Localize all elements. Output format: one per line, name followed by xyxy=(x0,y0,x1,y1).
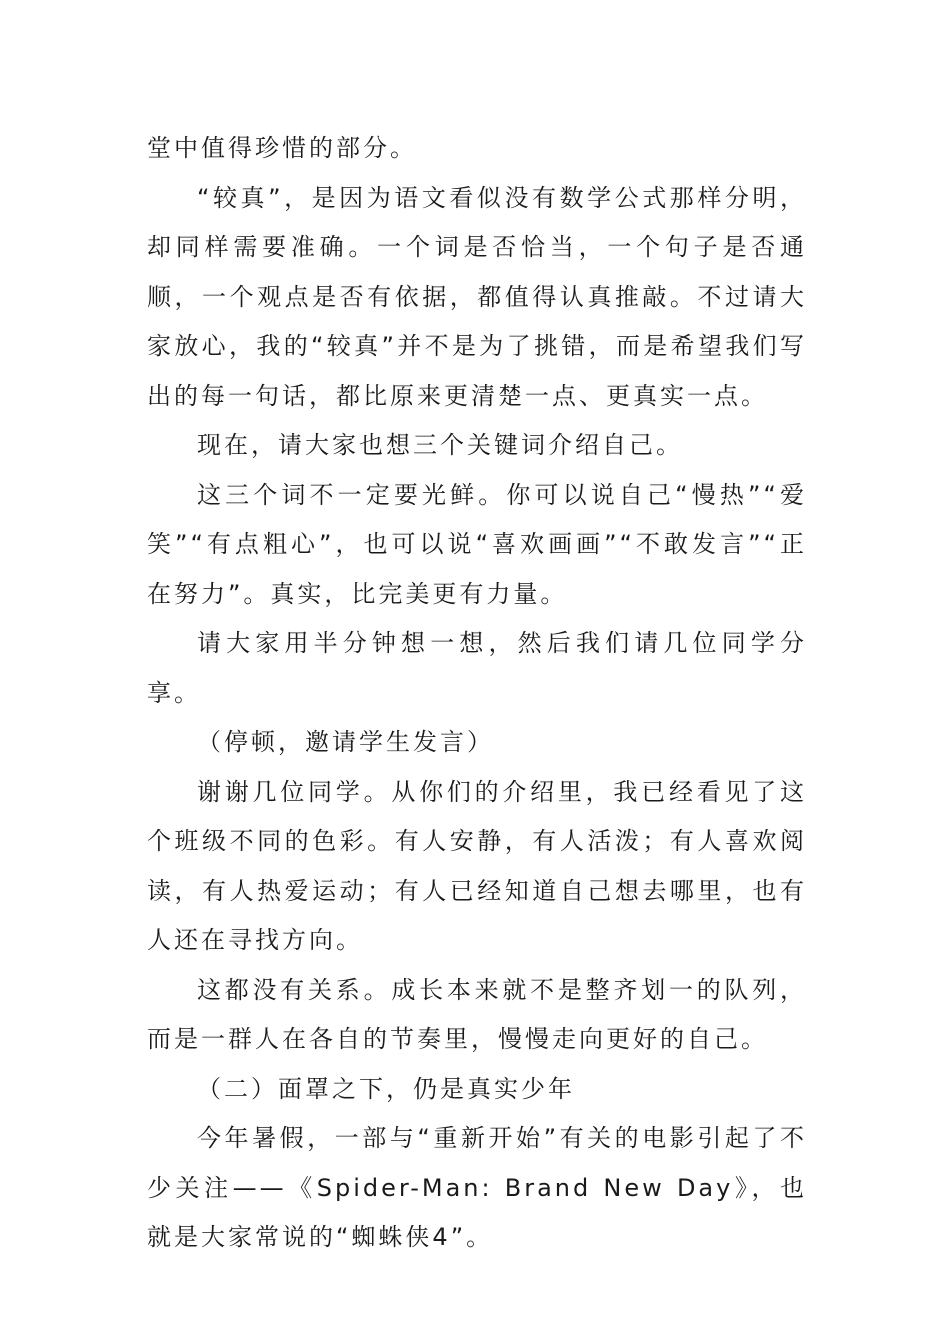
section-heading: （二）面罩之下，仍是真实少年 xyxy=(197,1074,575,1103)
paragraph-thanks-classmates: 谢谢几位同学。从你们的介绍里，我已经看见了这个班级不同的色彩。有人安静，有人活泼；有人喜欢阅读，有人热爱运动；有人已经知道自己想去哪里，也有人还在寻找方向。 xyxy=(147,777,807,954)
paragraph-being-meticulous: “较真”，是因为语文看似没有数学公式那样分明，却同样需要准确。一个词是否恰当，一个句子是否通顺，一个观点是否有依据，都值得认真推敲。不过请大家放心，我的“较真”并不是为了挑错，而是希望我们写出的每一句话，都比原来更清楚一点、更真实一点。 xyxy=(147,183,807,410)
paragraph-keyword-examples: 这三个词不一定要光鲜。你可以说自己“慢热”“爱笑”“有点粗心”，也可以说“喜欢画画”“不敢发言”“正在努力”。真实，比完美更有力量。 xyxy=(147,480,807,608)
paragraph-think-half-minute: 请大家用半分钟想一想，然后我们请几位同学分享。 xyxy=(147,629,807,707)
paragraph-stage-direction: （停顿，邀请学生发言） xyxy=(197,728,494,756)
paragraph-growth-rhythm: 这都没有关系。成长本来就不是整齐划一的队列，而是一群人在各自的节奏里，慢慢走向更好的自己。 xyxy=(147,975,807,1053)
paragraph-continuation: 堂中值得珍惜的部分。 xyxy=(147,134,417,162)
paragraph-three-keywords: 现在，请大家也想三个关键词介绍自己。 xyxy=(197,431,683,459)
document-body xyxy=(147,124,807,1263)
paragraph-movie-intro: 今年暑假，一部与“重新开始”有关的电影引起了不少关注——《Spider-Man: Brand New Day》，也就是大家常说的“蜘蛛侠4”。 xyxy=(147,1124,807,1251)
